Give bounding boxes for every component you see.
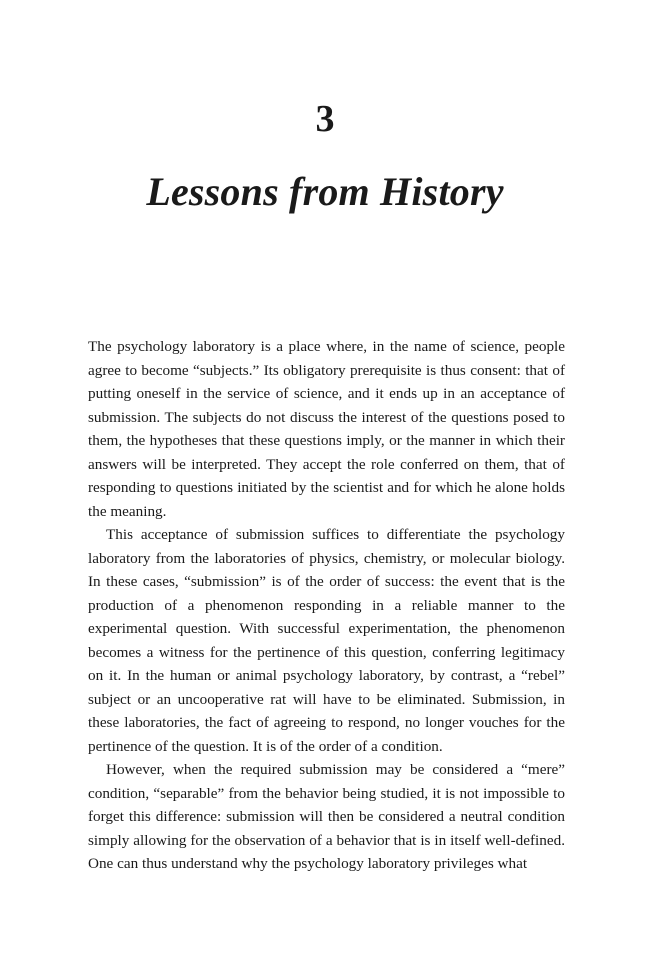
paragraph-1: The psychology laboratory is a place where, in the name of science, people agree to become “subjects.” Its obligatory prerequisite is thus consent: that of putting oneself in the service of science, and it ends up in an acceptance of submission. The subjects do not discuss the interest of the questions posed to them, the hypotheses that these questions imply, or the manner in which their answers will be interpreted. They accept the role conferred on them, that of responding to questions initiated by the scientist and for which he alone holds the meaning. xyxy=(88,338,565,520)
paragraph-3: However, when the required submission may be considered a “mere” condition, “separable” from the behavior being studied, it is not impossible to forget this difference: submission will then be considered a neutral condition simply allowing for the observation of a behavior that is in itself well-defined. One can thus understand why the psychology laboratory privileges what xyxy=(88,761,565,872)
paragraph-2: This acceptance of submission suffices to differentiate the psychology laboratory from the laboratories of physics, chemistry, or molecular biology. In these cases, “submission” is of the order of success: the event that is the production of a phenomenon responding in a reliable manner to the experimental question. With successful experimentation, the phenomenon becomes a witness for the pertinence of this question, conferring legitimacy on it. In the human or animal psychology laboratory, by contrast, a “rebel” subject or an uncooperative rat will have to be eliminated. Submission, in these laboratories, the fact of agreeing to respond, no longer vouches for the pertinence of the question. It is of the order of a condition. xyxy=(88,526,565,755)
body-text xyxy=(88,335,565,876)
chapter-number: 3 xyxy=(315,98,335,140)
chapter-title: Lessons from History xyxy=(146,169,504,214)
